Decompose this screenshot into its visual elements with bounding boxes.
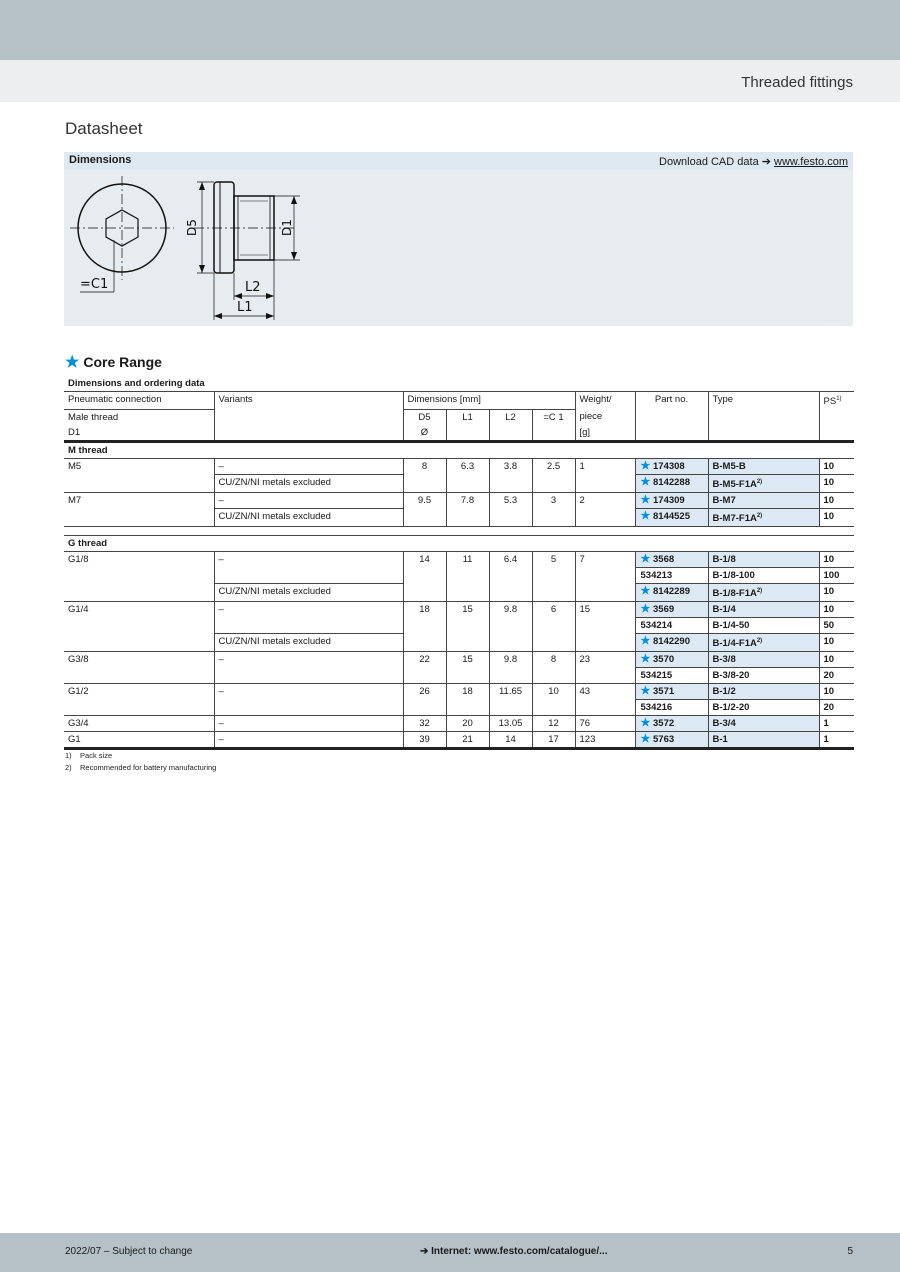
table-row: 534213 B-1/8-100 100 xyxy=(64,567,854,583)
wrench-label: =C1 xyxy=(80,277,109,292)
table-row: G1/4 – 18 15 9.8 6 15 ★ 3569 B-1/4 10 xyxy=(64,602,854,618)
core-range-title: Core Range xyxy=(83,354,162,370)
part-no[interactable]: 534215 xyxy=(635,668,708,684)
h-d1: D1 xyxy=(64,425,214,442)
part-no: ★ 8142290 xyxy=(635,634,708,652)
dimensions-header xyxy=(64,152,853,170)
part-no: ★ 3568 xyxy=(635,551,708,567)
table-row: CU/ZN/NI metals excluded ★ 8142290 $B-1/4-F1A^{2)}$ 10 xyxy=(64,634,854,652)
footnote-2: 2) Recommended for battery manufacturing xyxy=(65,763,217,772)
star-icon: ★ xyxy=(65,354,80,371)
cad-download xyxy=(659,155,848,168)
table-row: CU/ZN/NI metals excluded ★ 8142289 $B-1/8-F1A^{2)}$ 10 xyxy=(64,583,854,601)
h-pneumatic: Pneumatic connection xyxy=(64,392,214,410)
page-number: 5 xyxy=(847,1246,853,1257)
group-m-thread xyxy=(64,441,854,458)
page-footer xyxy=(0,1233,900,1272)
table-row: G1/8 – 14 11 6.4 5 7 ★ 3568 B-1/8 10 xyxy=(64,551,854,567)
h-type: Type xyxy=(708,392,819,410)
part-no: ★ 3571 xyxy=(635,684,708,700)
h-l2: L2 xyxy=(489,409,532,425)
l2-label: L2 xyxy=(245,280,261,295)
part-no: ★ 3569 xyxy=(635,602,708,618)
group-g-thread xyxy=(64,535,854,551)
h-dimensions: Dimensions [mm] xyxy=(403,392,575,410)
part-no[interactable]: 534213 xyxy=(635,567,708,583)
part-no[interactable]: 534214 xyxy=(635,618,708,634)
h-l1: L1 xyxy=(446,409,489,425)
group-label: M thread xyxy=(64,441,854,458)
table-caption: Dimensions and ordering data xyxy=(68,378,205,389)
part-no: ★ 8144525 xyxy=(635,508,708,526)
part-no: ★ 8142288 xyxy=(635,474,708,492)
h-diam: Ø xyxy=(403,425,446,442)
h-weight-2: piece xyxy=(575,409,635,425)
part-no: ★ 3572 xyxy=(635,716,708,732)
table-row: M5 – 8 6.3 3.8 2.5 1 ★ 174308 B-M5-B 10 xyxy=(64,458,854,474)
table-row: CU/ZN/NI metals excluded ★ 8142288 $B-M5-F1A^{2)}$ 10 xyxy=(64,474,854,492)
table-row: 534215 B-3/8-20 20 xyxy=(64,668,854,684)
part-no[interactable]: 534216 xyxy=(635,700,708,716)
table-row: CU/ZN/NI metals excluded ★ 8144525 $B-M7-F1A^{2)}$ 10 xyxy=(64,508,854,526)
part-no: ★ 5763 xyxy=(635,732,708,749)
h-partno: Part no. xyxy=(635,392,708,410)
table-row: G3/8 – 22 15 9.8 8 23 ★ 3570 B-3/8 10 xyxy=(64,652,854,668)
part-no: ★ 174309 xyxy=(635,492,708,508)
h-weight: Weight/ xyxy=(575,392,635,410)
cad-link[interactable]: www.festo.com xyxy=(774,156,848,168)
h-variants: Variants xyxy=(214,392,403,410)
table-row: G1/2 – 26 18 11.65 10 43 ★ 3571 B-1/2 10 xyxy=(64,684,854,700)
dimensions-label: Dimensions xyxy=(69,154,132,166)
h-ps: PS$^{1)}$ xyxy=(819,392,854,410)
header-row-1 xyxy=(64,392,854,410)
table-row: M7 – 9.5 7.8 5.3 3 2 ★ 174309 B-M7 10 xyxy=(64,492,854,508)
group-label: G thread xyxy=(64,535,854,551)
h-male: Male thread xyxy=(64,409,214,425)
spacer-row xyxy=(64,526,854,535)
h-c1: =C 1 xyxy=(532,409,575,425)
dimension-drawing xyxy=(64,170,853,326)
part-no: ★ 8142289 xyxy=(635,583,708,601)
dimensions-panel xyxy=(64,152,853,326)
part-no: ★ 174308 xyxy=(635,458,708,474)
footer-date: 2022/07 – Subject to change xyxy=(65,1246,193,1257)
table-row: 534216 B-1/2-20 20 xyxy=(64,700,854,716)
table-row: G1 – 39 21 14 17 123 ★ 5763 B-1 1 xyxy=(64,732,854,749)
h-weight-3: [g] xyxy=(575,425,635,442)
front-view xyxy=(70,176,174,292)
table-row: 534214 B-1/4-50 50 xyxy=(64,618,854,634)
table-caption-row xyxy=(64,376,854,392)
section-title: Threaded fittings xyxy=(741,74,853,91)
ordering-table xyxy=(64,376,854,750)
header-row-2 xyxy=(64,409,854,425)
l1-label: L1 xyxy=(237,300,253,315)
top-banner xyxy=(0,0,900,60)
part-no: ★ 3570 xyxy=(635,652,708,668)
page-title: Datasheet xyxy=(65,119,143,138)
header-bar xyxy=(0,60,900,102)
footnote-1: 1) Pack size xyxy=(65,751,113,760)
header-row-3 xyxy=(64,425,854,442)
core-range-heading xyxy=(65,352,162,372)
table-row: G3/4 – 32 20 13.05 12 76 ★ 3572 B-3/4 1 xyxy=(64,716,854,732)
h-d5: D5 xyxy=(403,409,446,425)
footer-link[interactable]: ➔ Internet: www.festo.com/catalogue/... xyxy=(420,1246,608,1257)
cad-text: Download CAD data ➔ xyxy=(659,156,771,168)
d5-label: D5 xyxy=(185,219,199,236)
d1-label: D1 xyxy=(280,219,294,236)
